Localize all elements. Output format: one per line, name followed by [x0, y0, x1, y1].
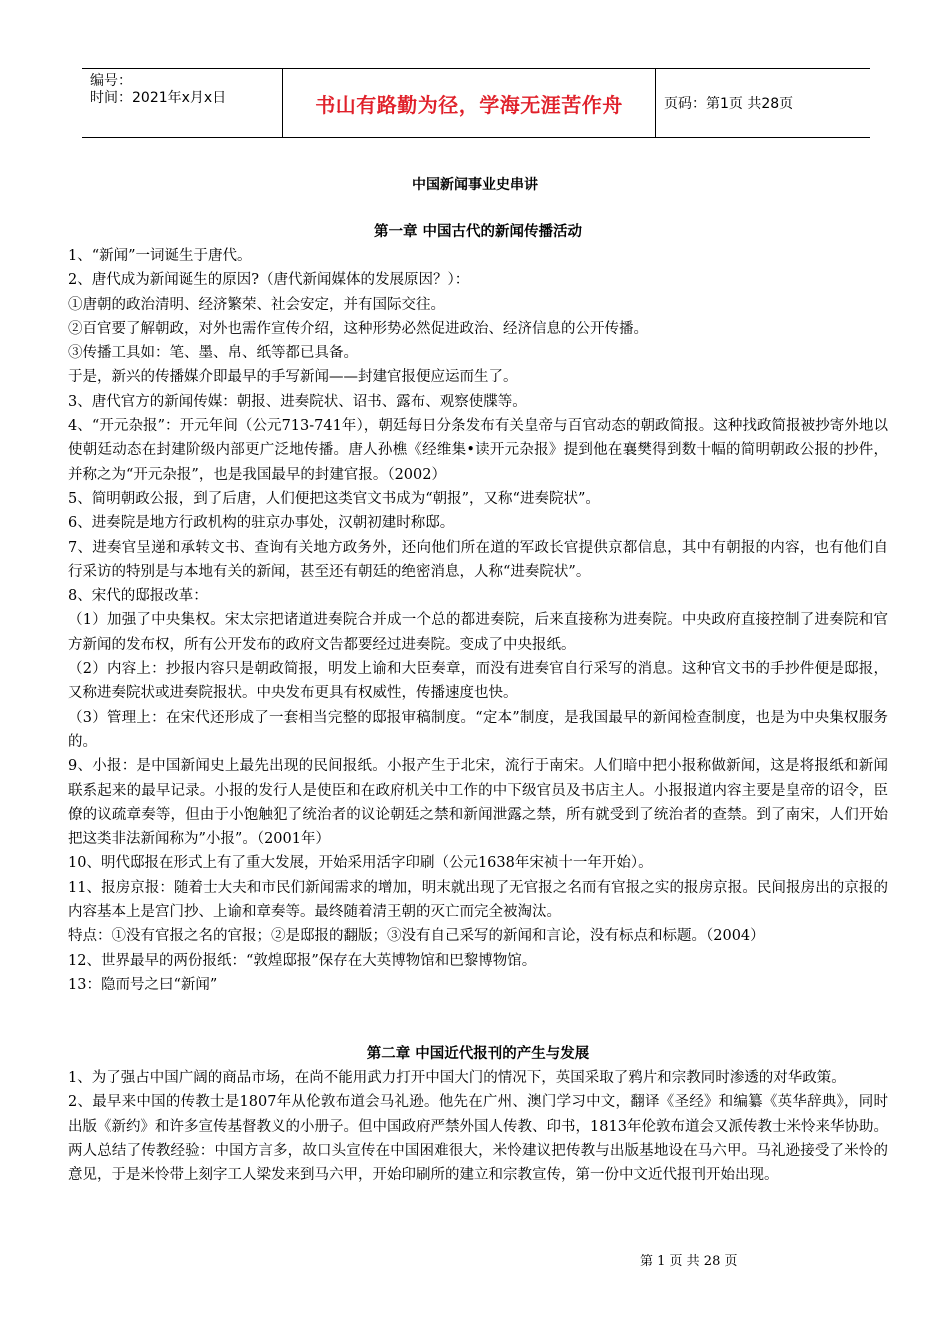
paragraph: 13：隐而号之曰“新闻” [68, 976, 218, 993]
paragraph: 特点：①没有官报之名的官报；②是邸报的翻版；③没有自己采写的新闻和言论，没有标点和标题。（2004） [68, 928, 765, 945]
chapter-1-body [68, 244, 888, 997]
paragraph: 1、“新闻”一词诞生于唐代。 [68, 248, 252, 264]
paragraph: ③传播工具如：笔、墨、帛、纸等都已具备。 [68, 345, 358, 362]
paragraph: 12、世界最早的两份报纸：“敦煌邸报”保存在大英博物馆和巴黎博物馆。 [68, 952, 537, 969]
paragraph: 4、“开元杂报”：开元年间（公元713-741年），朝廷每日分条发布有关皇帝与百官动态的朝政简报。这种找政简报被抄寄外地以使朝廷动态在封建阶级内部更广泛地传播。唐人孙樵《经维集•读开元杂报》提到他在襄樊得到数十幅的简明朝政公报的抄件，并称之为“开元杂报”，也是我国最早的封建官报。（2002） [68, 418, 888, 483]
chapter-1 [68, 220, 888, 997]
paragraph: 11、报房京报：随着士大夫和市民们新闻需求的增加，明末就出现了无官报之名而有官报之实的报房京报。民间报房出的京报的内容基本上是宫门抄、上谕和章奏等。最终随着清王朝的灭亡而完全被淘汰。 [68, 879, 888, 921]
paragraph: 2、唐代成为新闻诞生的原因?（唐代新闻媒体的发展原因？）： [68, 272, 470, 289]
paragraph: 于是，新兴的传播媒介即最早的手写新闻——封建官报便应运而生了。 [68, 369, 518, 386]
paragraph: 3、唐代官方的新闻传媒：朝报、进奏院状、诏书、露布、观察使牒等。 [68, 393, 527, 410]
header-motto-cell [282, 69, 656, 137]
paragraph: （1）加强了中央集权。宋太宗把诸道进奏院合并成一个总的都进奏院，后来直接称为进奏院。中央政府直接控制了进奏院和官方新闻的发布权，所有公开发布的政府文告都要经过进奏院。变成了中央报纸。 [68, 612, 888, 653]
header-page-cell [656, 69, 870, 137]
paragraph: 2、最早来中国的传教士是1807年从伦敦布道会马礼逊。他先在广州、澳门学习中文，翻译《圣经》和编纂《英华辞典》，同时出版《新约》和许多宣传基督教义的小册子。但中国政府严禁外国人传教、印书，1813年伦敦布道会又派传教士米怜来华协助。两人总结了传教经验：中国方言多，故口头宣传在中国困难很大，米怜建议把传教与出版基地设在马六甲。马礼逊接受了米怜的意见，于是米怜带上刻字工人梁发来到马六甲，开始印刷所的建立和宗教宣传，第一份中文近代报刊开始出现。 [68, 1094, 888, 1184]
paragraph: ①唐朝的政治清明、经济繁荣、社会安定，并有国际交往。 [68, 296, 445, 313]
chapter-2 [68, 1042, 888, 1187]
paragraph: 5、简明朝政公报，到了后唐，人们便把这类官文书成为“朝报”，又称“进奏院状”。 [68, 490, 600, 507]
document-title: 中国新闻事业史串讲 [412, 177, 538, 193]
paragraph: （2）内容上：抄报内容只是朝政简报，明发上谕和大臣奏章，而没有进奏官自行采写的消息。这种官文书的手抄件便是邸报，又称进奏院状或进奏院报状。中央发布更具有权威性，传播速度也快。 [68, 661, 888, 702]
motto-text: 书山有路勤为径，学海无涯苦作舟 [315, 92, 623, 117]
paragraph: 9、小报：是中国新闻史上最先出现的民间报纸。小报产生于北宋，流行于南宋。人们暗中把小报称做新闻，这是将报纸和新闻联系起来的最早记录。小报的发行人是使臣和在政府机关中工作的中下级官员及书店主人。小报报道内容主要是皇帝的诏令，臣僚的议疏章奏等，但由于小饱触犯了统治者的议论朝廷之禁和新闻泄露之禁，所有就受到了统治者的查禁。到了南宋，人们开始把这类非法新闻称为”小报”。（2001年） [68, 758, 888, 848]
paragraph: 7、进奏官呈递和承转文书、查询有关地方政务外，还向他们所在道的军政长官提供京都信息，其中有朝报的内容，也有他们自行采访的特别是与本地有关的新闻，甚至还有朝廷的绝密消息，人称“进奏院状”。 [68, 539, 888, 580]
document-header [82, 68, 870, 138]
paragraph: 6、进奏院是地方行政机构的驻京办事处，汉朝初建时称邸。 [68, 515, 455, 532]
paragraph: （3）管理上：在宋代还形成了一套相当完整的邸报审稿制度。“定本”制度，是我国最早的新闻检查制度，也是为中央集权服务的。 [68, 709, 888, 750]
header-left-cell [82, 69, 282, 137]
chapter-2-title: 第二章 中国近代报刊的产生与发展 [366, 1046, 590, 1062]
chapter-1-title: 第一章 中国古代的新闻传播活动 [373, 224, 583, 240]
number-label: 编号： [90, 73, 132, 89]
paragraph: 10、明代邸报在形式上有了重大发展，开始采用活字印刷（公元1638年宋祯十一年开始）。 [68, 855, 653, 872]
paragraph: ②百官要了解朝政，对外也需作宣传介绍，这种形势必然促进政治、经济信息的公开传播。 [68, 320, 648, 337]
chapter-2-body [68, 1066, 888, 1187]
time-label: 时间：2021年x月x日 [90, 90, 227, 106]
paragraph: 8、宋代的邸报改革： [68, 588, 208, 605]
page-label: 页码：第1页 共28页 [664, 96, 794, 112]
paragraph: 1、为了强占中国广阔的商品市场，在尚不能用武力打开中国大门的情况下，英国采取了鸦片和宗教同时渗透的对华政策。 [68, 1070, 846, 1086]
page-footer: 第 1 页 共 28 页 [640, 1254, 738, 1269]
